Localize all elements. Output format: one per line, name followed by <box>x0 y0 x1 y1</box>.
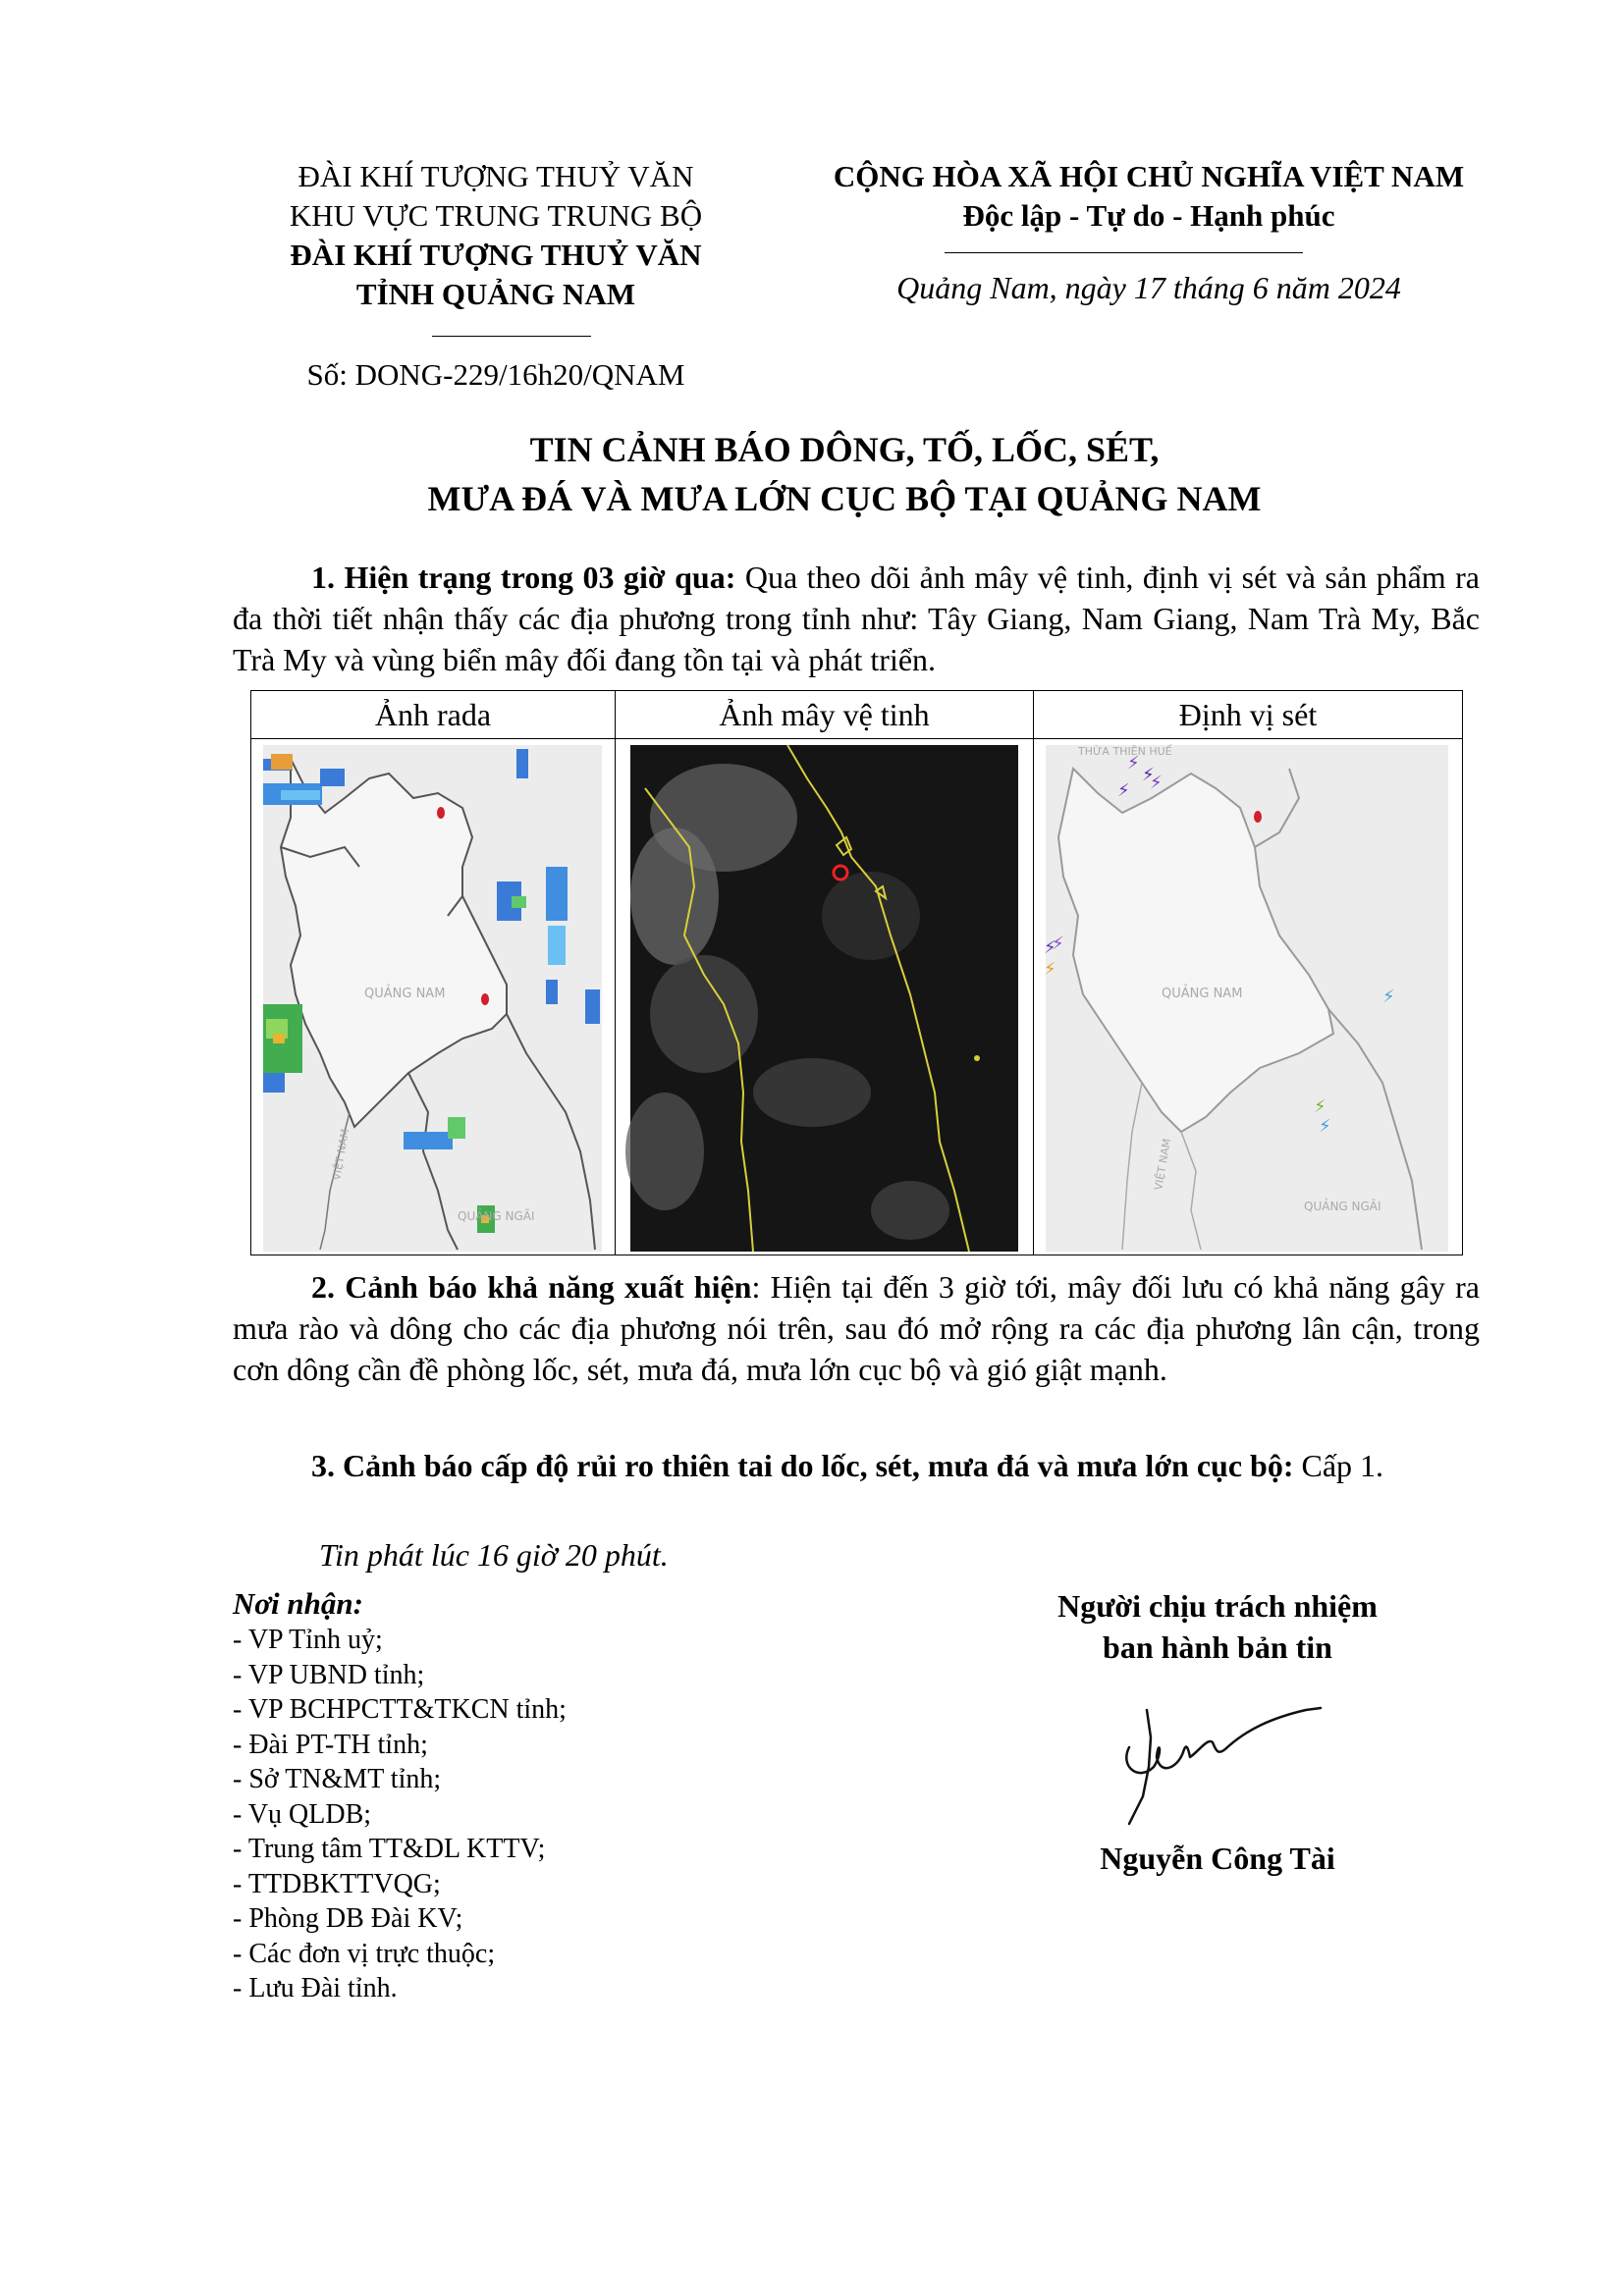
satellite-image-cell <box>616 739 1033 1255</box>
lightning-label-vietnam: VIỆT NAM <box>1152 1137 1174 1192</box>
recipient-item: - Phòng DB Đài KV; <box>233 1903 463 1934</box>
document-title <box>236 425 1453 523</box>
satellite-column-header: Ảnh mây vệ tinh <box>719 697 930 732</box>
lightning-image-cell <box>1034 739 1462 1255</box>
section-risk-level <box>233 1445 1480 1486</box>
section1-heading: 1. Hiện trạng trong 03 giờ qua: <box>311 560 736 595</box>
radar-label-vietnam: VIỆT NAM <box>330 1127 352 1182</box>
radar-image-cell <box>251 739 615 1255</box>
svg-text:⚡: ⚡ <box>1127 753 1140 774</box>
recipient-item: - Vụ QLDB; <box>233 1798 372 1830</box>
signer-name: Nguyễn Công Tài <box>1100 1841 1335 1876</box>
national-header <box>805 157 1492 236</box>
lightning-label-quangnam: QUẢNG NAM <box>1162 987 1243 1001</box>
section1-text: Qua theo dõi ảnh mây vệ tinh, định vị sét và sản phẩm ra đa thời tiết nhận thấy các địa phương trong tỉnh như: Tây Giang, Nam Giang, Nam Trà My, Bắc Trà My và vùng biển mây đối đang tồn tại và phát triển. <box>233 560 1481 677</box>
section2-heading: 2. Cảnh báo khả năng xuất hiện <box>311 1269 752 1305</box>
section2-text: : Hiện tại đến 3 giờ tới, mây đối lưu có khả năng gây ra mưa rào và dông cho các địa phương nói trên, sau đó mở rộng ra các địa phương lân cận, trong cơn dông cần đề phòng lốc, sét, mưa đá, mưa lớn cục bộ và gió giật mạnh. <box>233 1269 1481 1387</box>
recipients-label: Nơi nhận: <box>233 1586 363 1621</box>
recipient-item: - Sở TN&MT tỉnh; <box>233 1764 442 1794</box>
recipient-item: - VP BCHPCTT&TKCN tỉnh; <box>233 1694 567 1725</box>
svg-text:⚡: ⚡ <box>1142 765 1155 785</box>
recipient-item: - VP Tỉnh uỷ; <box>233 1625 383 1655</box>
signer-role-line2: ban hành bản tin <box>1103 1629 1332 1665</box>
svg-text:⚡: ⚡ <box>1052 934 1064 954</box>
satellite-map-image <box>616 739 1033 1255</box>
section3-heading: 3. Cảnh báo cấp độ rủi ro thiên tai do lốc, sét, mưa đá và mưa lớn cục bộ: <box>311 1448 1294 1483</box>
agency-parent-line1: ĐÀI KHÍ TƯỢNG THUỶ VĂN <box>298 159 694 193</box>
title-line2: MƯA ĐÁ VÀ MƯA LỚN CỤC BỘ TẠI QUẢNG NAM <box>427 479 1262 518</box>
recipient-item: - VP UBND tỉnh; <box>233 1659 425 1690</box>
national-motto: Độc lập - Tự do - Hạnh phúc <box>962 198 1335 233</box>
motto-underline <box>945 252 1303 253</box>
issued-time: Tin phát lúc 16 giờ 20 phút. <box>319 1537 669 1573</box>
radar-label-quangnam: QUẢNG NAM <box>364 987 446 1001</box>
agency-parent-line2: KHU VỰC TRUNG TRUNG BỘ <box>289 198 703 233</box>
agency-header <box>226 157 766 314</box>
lightning-label-quangngai: QUẢNG NGÃI <box>1304 1200 1381 1213</box>
recipient-item: - Lưu Đài tỉnh. <box>233 1973 398 2003</box>
signer-role-line1: Người chịu trách nhiệm <box>1057 1588 1378 1624</box>
recipient-item: - Các đơn vị trực thuộc; <box>233 1938 496 1969</box>
national-title: CỘNG HÒA XÃ HỘI CHỦ NGHĨA VIỆT NAM <box>833 159 1465 193</box>
svg-text:⚡: ⚡ <box>1314 1096 1326 1117</box>
recipient-item: - TTDBKTTVQG; <box>233 1868 441 1899</box>
lightning-column-header: Định vị sét <box>1178 697 1318 732</box>
lightning-map-image <box>1034 739 1456 1255</box>
recipient-item: - Đài PT-TH tỉnh; <box>233 1729 428 1760</box>
document-number: Số: DONG-229/16h20/QNAM <box>306 357 685 392</box>
radar-map-image <box>251 739 615 1255</box>
section-forecast-warning <box>233 1266 1480 1390</box>
handwritten-signature <box>1110 1698 1345 1836</box>
observation-image-table <box>250 690 1463 1255</box>
radar-label-quangngai: QUẢNG NGÃI <box>458 1209 535 1223</box>
lightning-label-hue: THỪA THIÊN HUẾ <box>1078 745 1172 758</box>
section3-text: Cấp 1. <box>1293 1448 1384 1483</box>
svg-text:⚡: ⚡ <box>1117 780 1130 801</box>
title-line1: TIN CẢNH BÁO DÔNG, TỐ, LỐC, SÉT, <box>529 430 1160 469</box>
recipient-item: - Trung tâm TT&DL KTTV; <box>233 1834 546 1864</box>
document-date: Quảng Nam, ngày 17 tháng 6 năm 2024 <box>896 270 1401 305</box>
radar-column-header: Ảnh rada <box>374 697 492 732</box>
agency-name-line1: ĐÀI KHÍ TƯỢNG THUỶ VĂN <box>290 238 702 272</box>
svg-text:⚡: ⚡ <box>1044 959 1056 980</box>
svg-text:⚡: ⚡ <box>1150 773 1163 793</box>
svg-text:⚡: ⚡ <box>1319 1116 1331 1137</box>
signature-block <box>982 1585 1453 1668</box>
agency-underline <box>432 336 591 337</box>
section-current-status <box>233 557 1480 680</box>
recipients-block <box>233 1585 567 2006</box>
svg-text:⚡: ⚡ <box>1044 937 1056 958</box>
agency-name-line2: TỈNH QUẢNG NAM <box>355 277 636 311</box>
svg-text:⚡: ⚡ <box>1382 987 1395 1007</box>
